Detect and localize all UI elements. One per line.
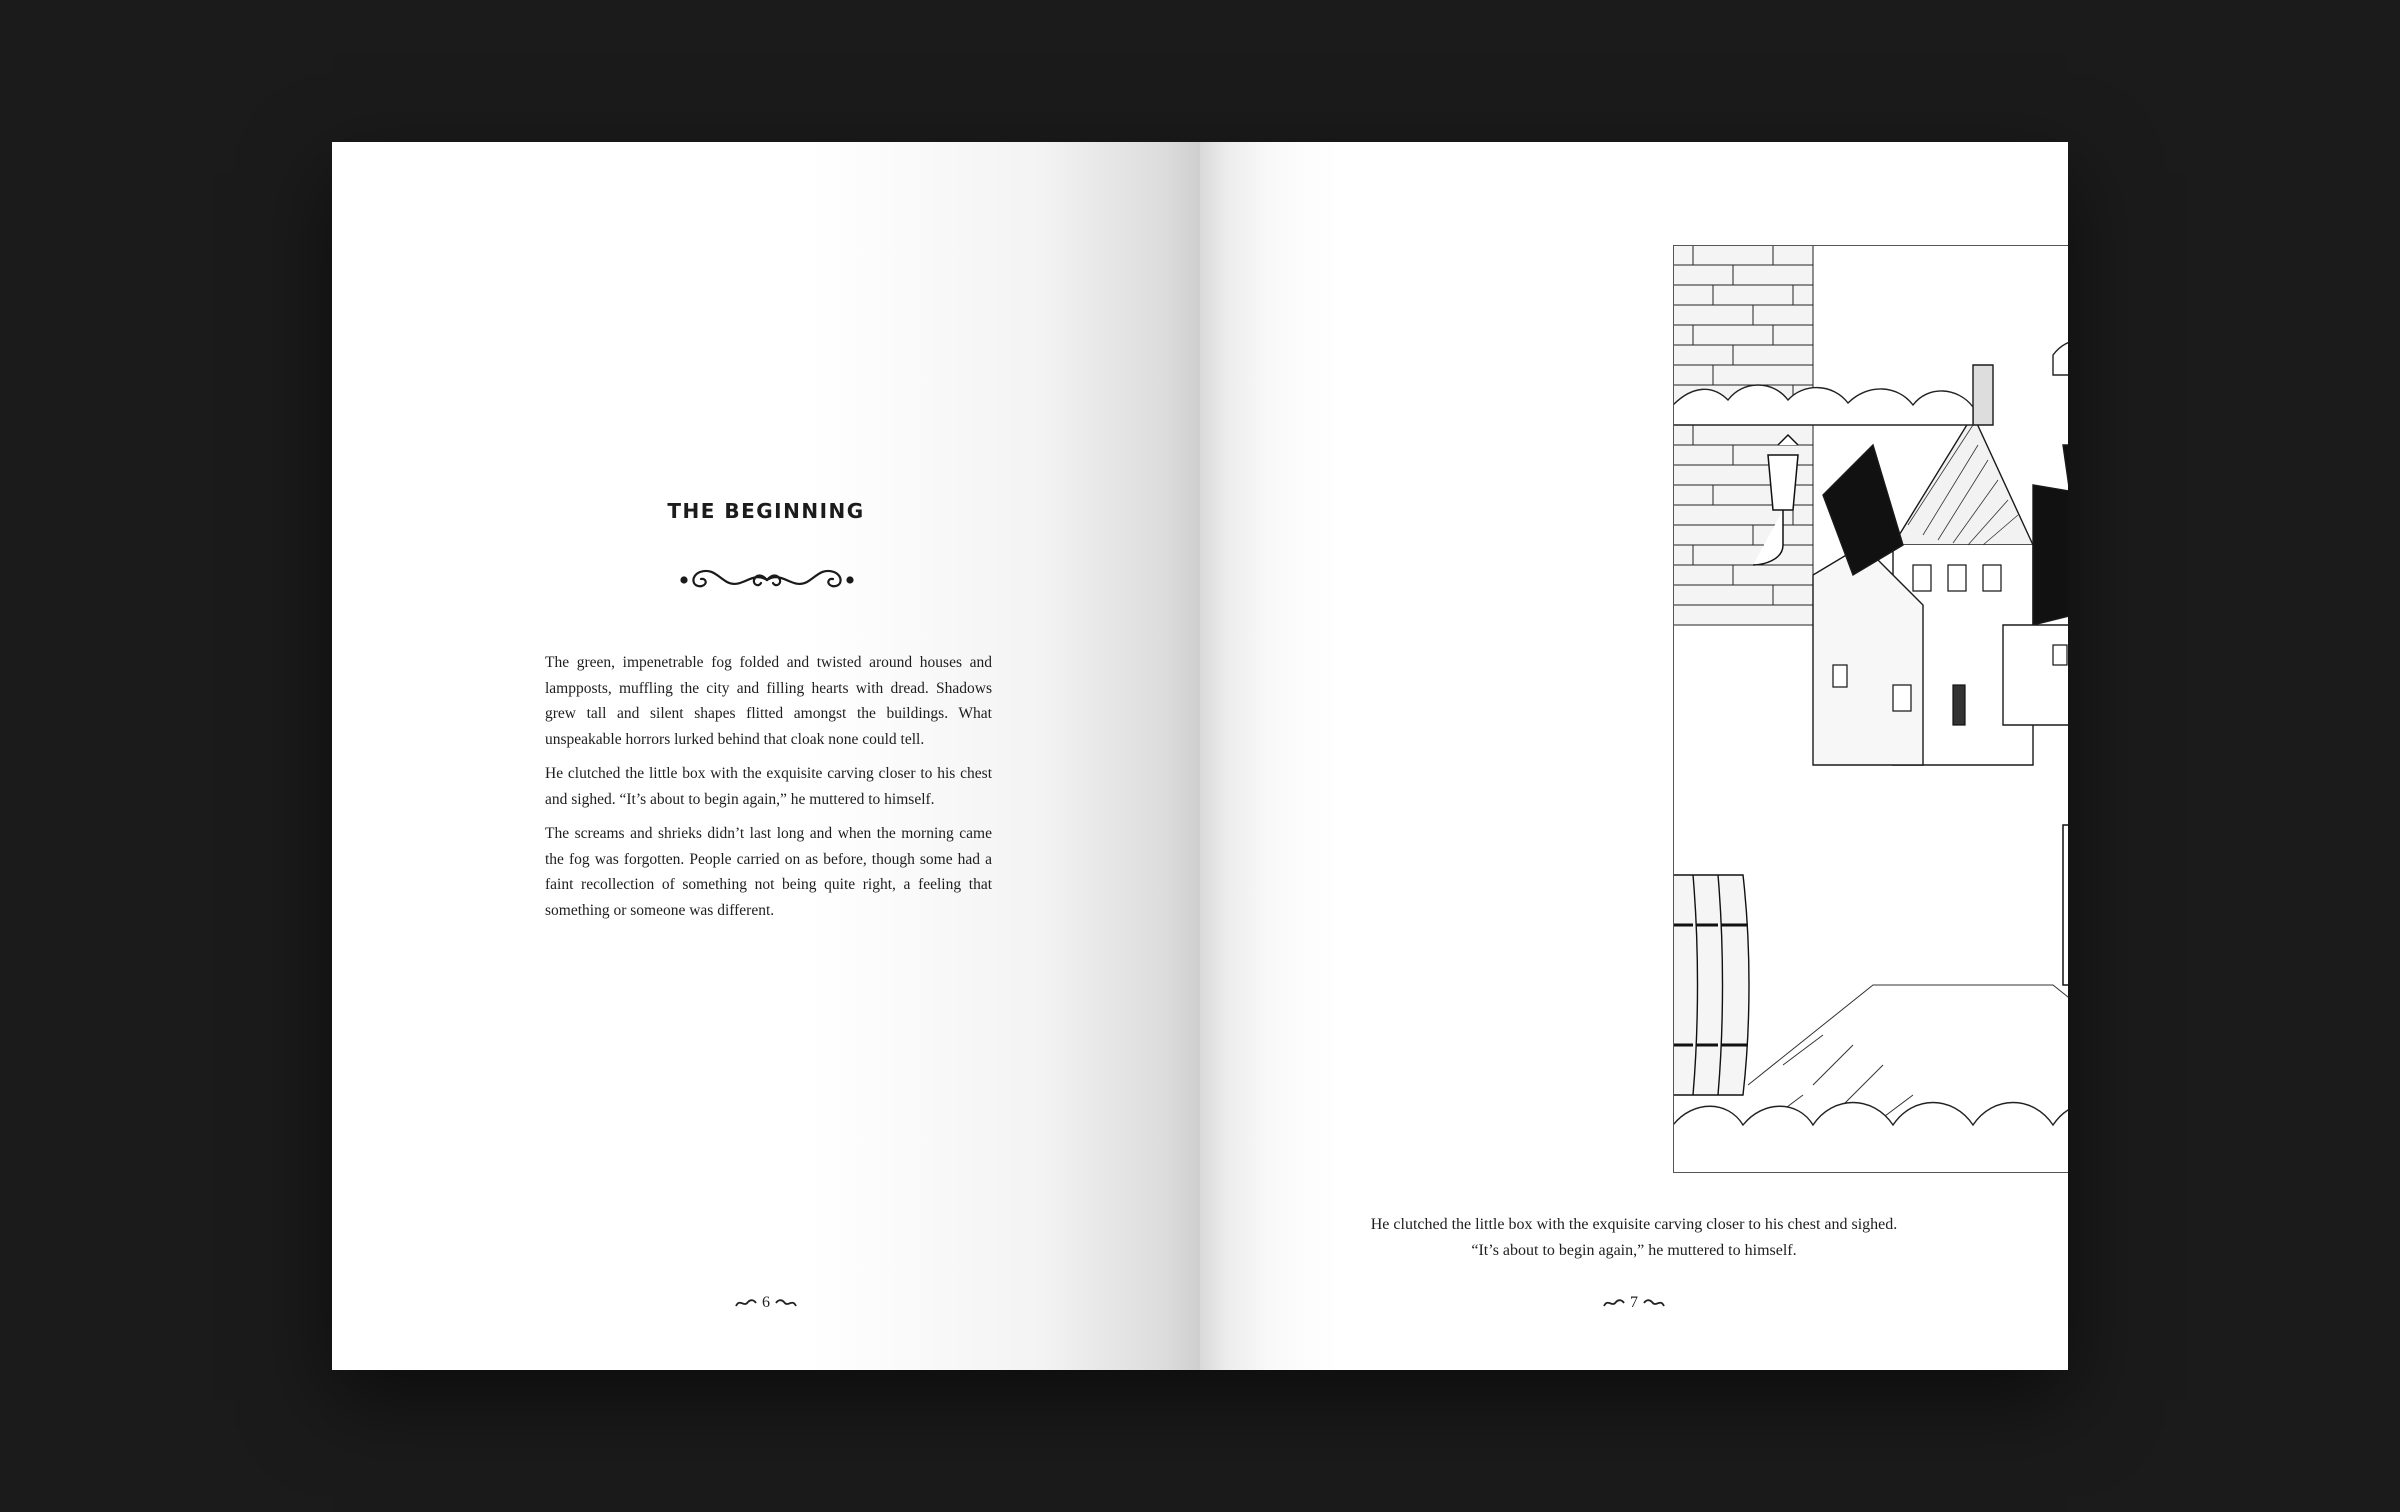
paragraph: The screams and shrieks didn’t last long and when the morning came the fog was forgotten. People carried on as before, though some had a faint recollection of something not being quite right, a feeling that something or someone was different. [545, 825, 992, 919]
flourish-ornament-icon [672, 560, 862, 600]
page-number: 7 [1630, 1294, 1638, 1311]
right-page [1200, 142, 2068, 1370]
swash-left-icon [1602, 1297, 1626, 1309]
ink-illustration [1673, 245, 2068, 1173]
brick-wall-left [1673, 245, 1813, 625]
swash-right-icon [1642, 1297, 1666, 1309]
swash-right-icon [774, 1297, 798, 1309]
paragraph: He clutched the little box with the exquisite carving closer to his chest and sighed. “It’s about to begin again,” he muttered to himself. [545, 765, 992, 808]
swash-left-icon [734, 1297, 758, 1309]
page-number-right [1200, 1294, 2068, 1312]
illustration-caption [1300, 1212, 1968, 1264]
barrel [1673, 875, 1749, 1095]
left-page [332, 142, 1200, 1370]
paragraph: The green, impenetrable fog folded and twisted around houses and lampposts, muffling the city and filling hearts with dread. Shadows grew tall and silent shapes flitted amongst the buildings. What unspeakable horrors lurked behind that cloak none could tell. [545, 654, 992, 748]
book-spread [332, 142, 2068, 1370]
caption-line: “It’s about to begin again,” he muttered to himself. [1471, 1242, 1797, 1259]
page-number-left [332, 1294, 1200, 1312]
chapter-title: THE BEGINNING [667, 499, 865, 523]
chapter-body [545, 650, 992, 932]
caption-line: He clutched the little box with the exquisite carving closer to his chest and sighed. [1370, 1216, 1898, 1233]
page-number: 6 [762, 1294, 770, 1311]
